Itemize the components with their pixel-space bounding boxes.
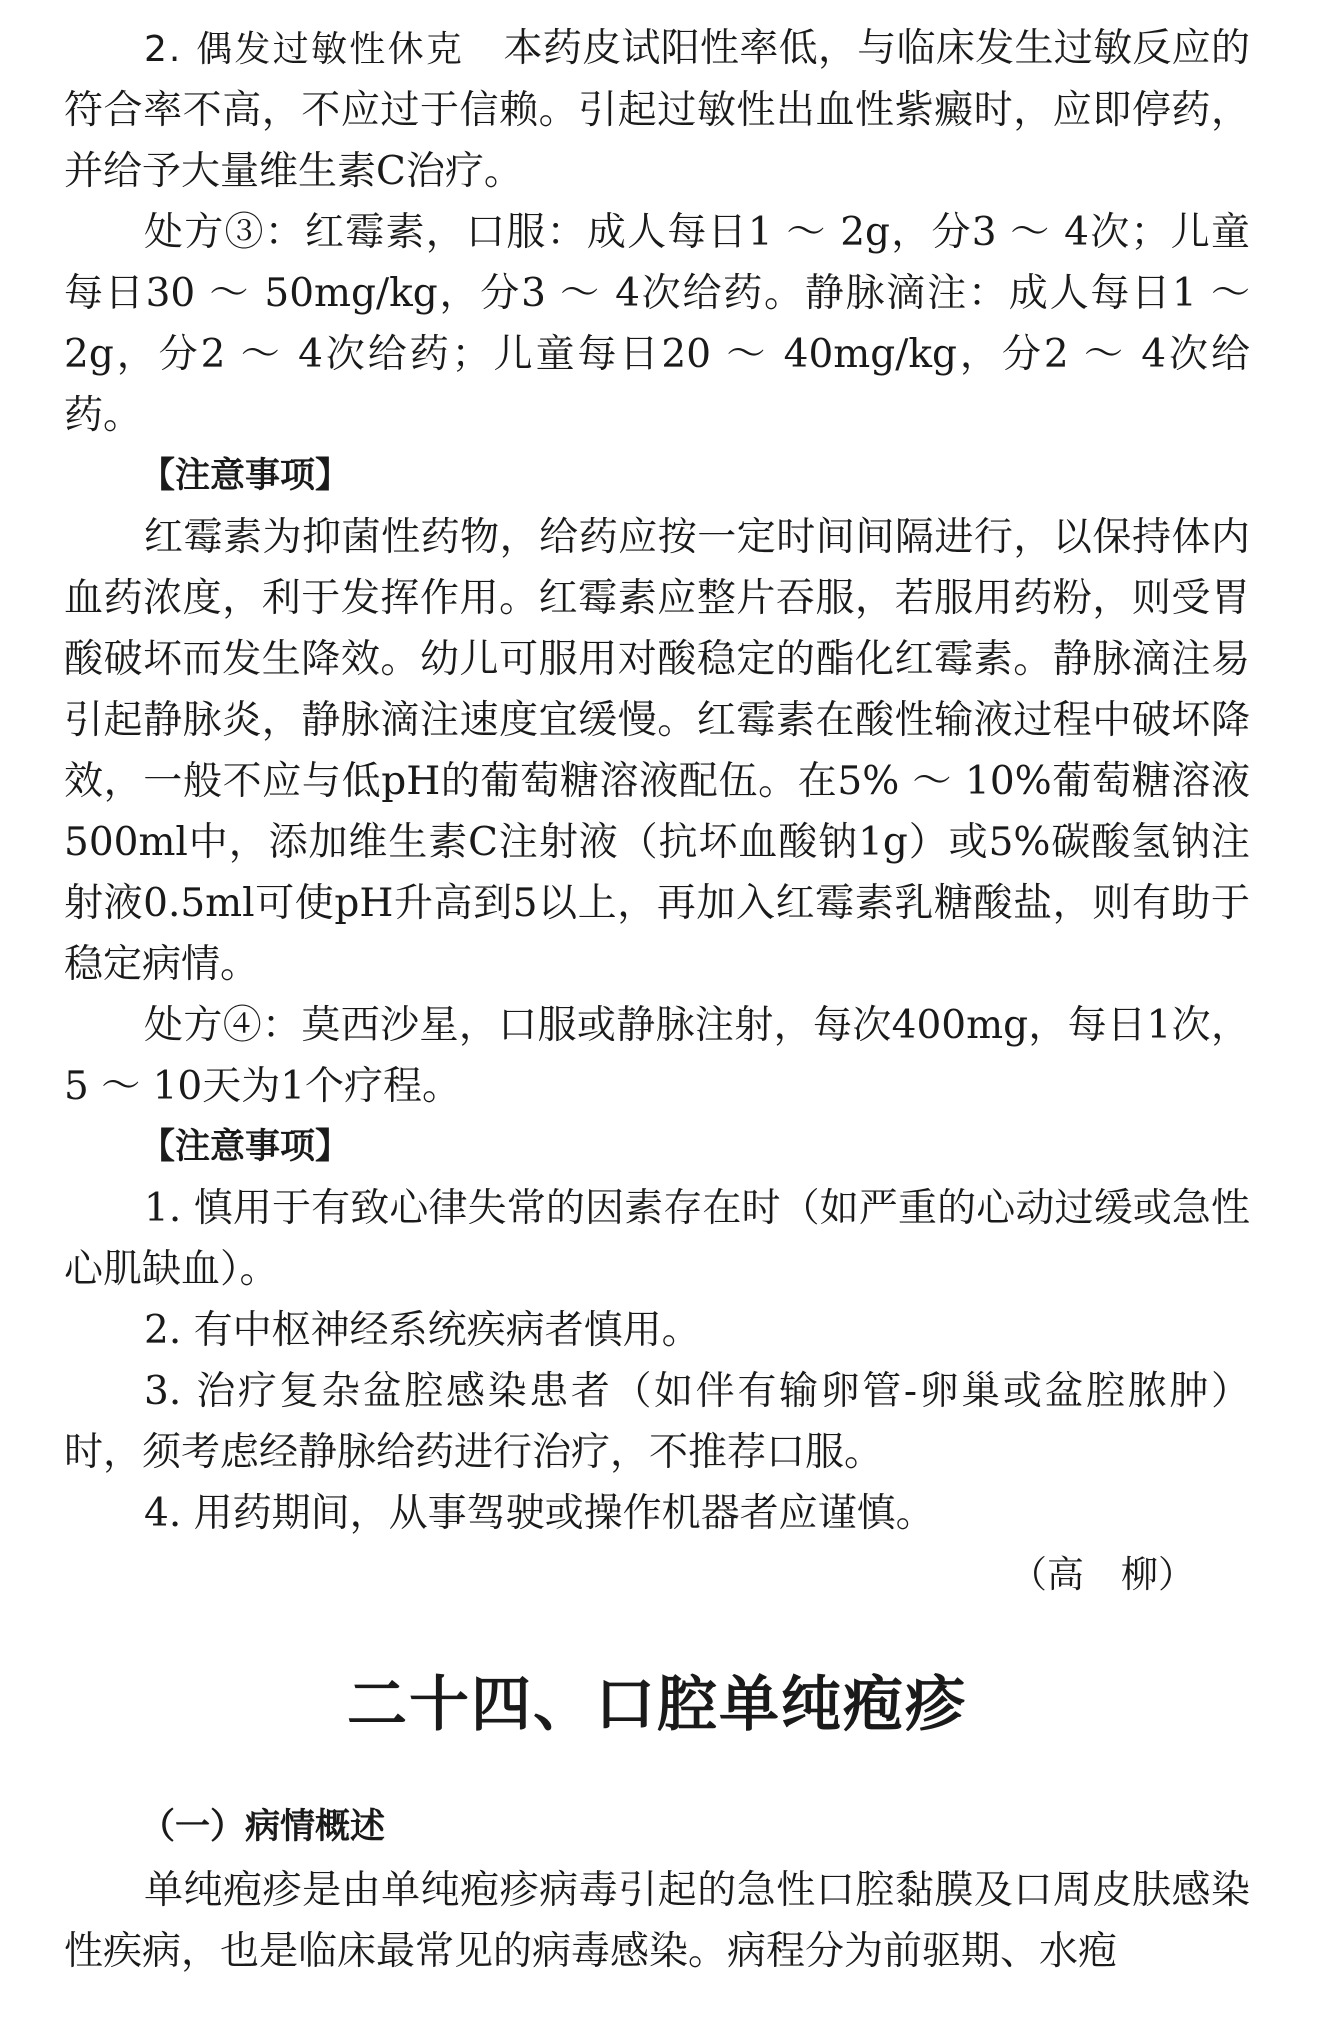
- paragraph-lead: 2. 偶发过敏性休克: [144, 29, 465, 70]
- prescription-3: 处方③：红霉素，口服：成人每日1 ～ 2g，分3 ～ 4次；儿童每日30 ～ 50mg/kg，分3 ～ 4次给药。静脉滴注：成人每日1 ～ 2g，分2 ～ 4次给药；儿童每日20 ～ 40mg/kg，分2 ～ 4次给药。: [64, 210, 1250, 438]
- notes-heading: 【注意事项】: [140, 1127, 351, 1167]
- notes-item: 1. 慎用于有致心律失常的因素存在时（如严重的心动过缓或急性心肌缺血）。: [64, 1186, 1250, 1292]
- notes-item: 3. 治疗复杂盆腔感染患者（如伴有输卵管-卵巢或盆腔脓肿）时，须考虑经静脉给药进行治疗，不推荐口服。: [64, 1369, 1250, 1475]
- subsection-heading: （一）病情概述: [140, 1807, 386, 1847]
- notes-heading: 【注意事项】: [140, 456, 351, 496]
- prescription-4: 处方④：莫西沙星，口服或静脉注射，每次400mg，每日1次，5 ～ 10天为1个疗程。: [64, 1003, 1250, 1109]
- notes-rx3-paragraph: 红霉素为抑菌性药物，给药应按一定时间间隔进行，以保持体内血药浓度，利于发挥作用。红霉素应整片吞服，若服用药粉，则受胃酸破坏而发生降效。幼儿可服用对酸稳定的酯化红霉素。静脉滴注易引起静脉炎，静脉滴注速度宜缓慢。红霉素在酸性输液过程中破坏降效，一般不应与低pH的葡萄糖溶液配伍。在5% ～ 10%葡萄糖溶液500ml中，添加维生素C注射液（抗坏血酸钠1g）或5%碳酸氢钠注射液0.5ml可使pH升高到5以上，再加入红霉素乳糖酸盐，则有助于稳定病情。: [64, 515, 1250, 987]
- section-title: 二十四、口腔单纯疱疹: [347, 1670, 967, 1740]
- paragraph-anaphylaxis: [64, 18, 1250, 202]
- paragraph-body: 本药皮试阳性率低，与临床发生过敏反应的符合率不高，不应过于信赖。引起过敏性出血性紫癜时，应即停药，并给予大量维生素C治疗。: [64, 26, 1250, 194]
- author-signature: （高 柳）: [1010, 1553, 1195, 1596]
- overview-paragraph: 单纯疱疹是由单纯疱疹病毒引起的急性口腔黏膜及口周皮肤感染性疾病，也是临床最常见的病毒感染。病程分为前驱期、水疱: [64, 1868, 1250, 1974]
- notes-item: 4. 用药期间，从事驾驶或操作机器者应谨慎。: [144, 1491, 935, 1536]
- notes-item: 2. 有中枢神经系统疾病者慎用。: [144, 1308, 701, 1353]
